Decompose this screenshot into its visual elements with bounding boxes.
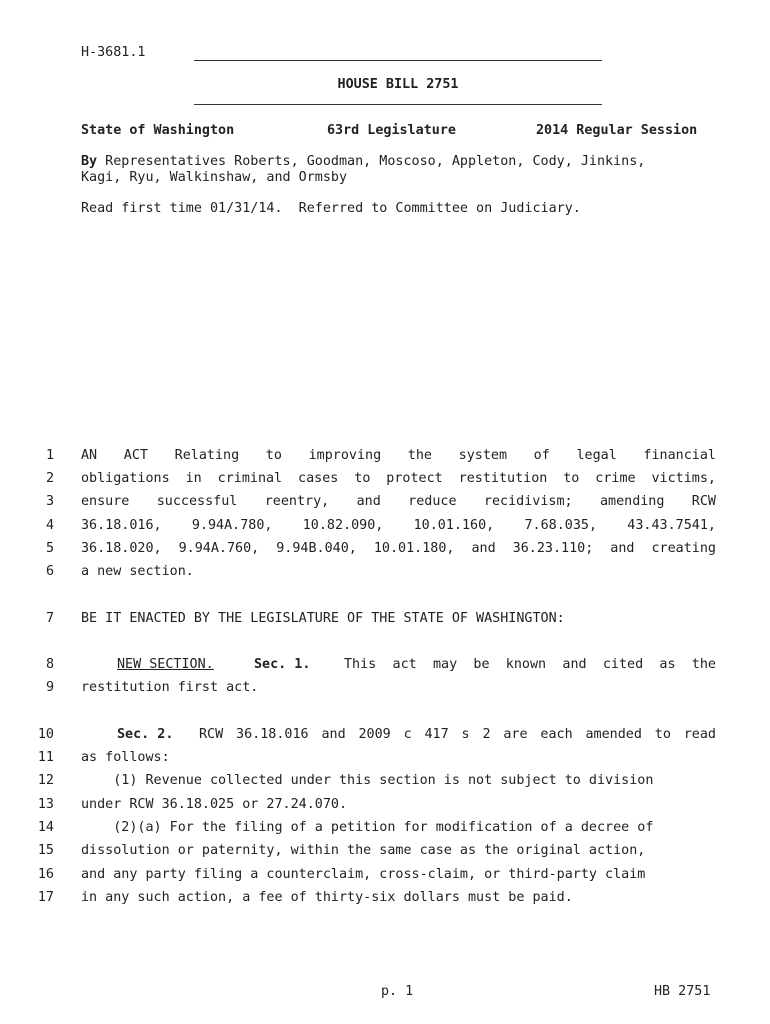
section-2-line-16: and any party filing a counterclaim, cross-claim, or third-party claim xyxy=(81,867,646,882)
bill-title: HOUSE BILL 2751 xyxy=(337,77,459,92)
act-line-1: AN ACT Relating to improving the system of legal financial xyxy=(81,448,716,463)
act-line-4: 36.18.016, 9.94A.780, 10.82.090, 10.01.160, 7.68.035, 43.43.7541, xyxy=(81,518,716,533)
new-section-marker: NEW SECTION. xyxy=(117,657,214,672)
line-number: 12 xyxy=(37,773,54,788)
legislature-label: 63rd Legislature xyxy=(327,123,456,138)
page-number: p. 1 xyxy=(381,984,414,999)
state-label: State of Washington xyxy=(81,123,235,138)
line-number: 11 xyxy=(37,750,54,765)
section-1-text-a: This act may be known and cited as the xyxy=(344,657,716,672)
line-number: 15 xyxy=(37,843,54,858)
document-id: H-3681.1 xyxy=(81,45,146,60)
line-number: 4 xyxy=(45,518,54,533)
session-label: 2014 Regular Session xyxy=(536,123,698,138)
enacting-clause: BE IT ENACTED BY THE LEGISLATURE OF THE STATE OF WASHINGTON: xyxy=(81,611,565,626)
line-number: 14 xyxy=(37,820,54,835)
line-number: 10 xyxy=(37,727,54,742)
section-2-label: Sec. 2. xyxy=(117,727,174,742)
line-number: 3 xyxy=(45,494,54,509)
section-1-text-b: restitution first act. xyxy=(81,680,259,695)
act-line-3: ensure successful reentry, and reduce recidivism; amending RCW xyxy=(81,494,716,509)
line-number: 7 xyxy=(45,611,54,626)
section-2-line-13: under RCW 36.18.025 or 27.24.070. xyxy=(81,797,348,812)
line-number: 13 xyxy=(37,797,54,812)
section-2-line-15: dissolution or paternity, within the same case as the original action, xyxy=(81,843,646,858)
line-number: 5 xyxy=(45,541,54,556)
sponsors-line-2: Kagi, Ryu, Walkinshaw, and Ormsby xyxy=(81,170,348,185)
line-number: 1 xyxy=(45,448,54,463)
section-2-line-17: in any such action, a fee of thirty-six dollars must be paid. xyxy=(81,890,573,905)
section-2-line-14: (2)(a) For the filing of a petition for modification of a decree of xyxy=(81,820,654,835)
sponsors-line-1 xyxy=(81,154,645,169)
line-number: 6 xyxy=(45,564,54,579)
act-line-5: 36.18.020, 9.94A.760, 9.94B.040, 10.01.180, and 36.23.110; and creating xyxy=(81,541,716,556)
section-2-line-12: (1) Revenue collected under this section is not subject to division xyxy=(81,773,654,788)
section-2-text-a: RCW 36.18.016 and 2009 c 417 s 2 are each amended to read xyxy=(199,727,716,742)
line-number: 8 xyxy=(45,657,54,672)
section-2-text-b: as follows: xyxy=(81,750,170,765)
header-rule-top xyxy=(194,60,602,61)
section-1-label: Sec. 1. xyxy=(254,657,311,672)
line-number: 9 xyxy=(45,680,54,695)
line-number: 2 xyxy=(45,471,54,486)
sponsor-prefix: By xyxy=(81,154,98,169)
sponsors-text-1: Representatives Roberts, Goodman, Moscoso, Appleton, Cody, Jinkins, xyxy=(97,154,646,169)
line-number: 17 xyxy=(37,890,54,905)
footer-bill-ref: HB 2751 xyxy=(654,984,711,999)
header-rule-bottom xyxy=(194,104,602,105)
first-reading-note: Read first time 01/31/14. Referred to Committee on Judiciary. xyxy=(81,201,581,216)
line-number: 16 xyxy=(37,867,54,882)
act-line-6: a new section. xyxy=(81,564,194,579)
act-line-2: obligations in criminal cases to protect restitution to crime victims, xyxy=(81,471,716,486)
